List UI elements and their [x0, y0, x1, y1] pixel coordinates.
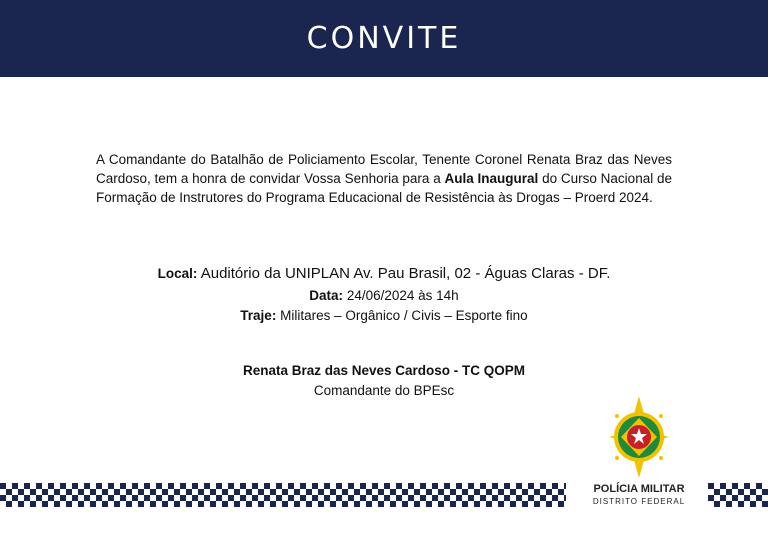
- dress-code-value: Militares – Orgânico / Civis – Esporte fino: [280, 308, 528, 323]
- page-title: CONVITE: [306, 21, 462, 56]
- invitation-text: [96, 150, 672, 207]
- location-value: Auditório da UNIPLAN Av. Pau Brasil, 02 - Águas Claras - DF.: [200, 265, 611, 282]
- invitation-text-start: A Comandante do Batalhão de Policiamento Escolar, Tenente Coronel Renata Braz das Neves Cardoso, tem a honra de convidar Vossa Senhoria para a: [96, 152, 672, 186]
- invitation-text-end: do Curso Nacional de Formação de Instrutores do Programa Educacional de Resistência às Drogas – Proerd 2024.: [96, 171, 673, 205]
- dress-code-label: Traje:: [240, 308, 277, 323]
- event-name: Aula Inaugural: [444, 171, 539, 186]
- signatory-name: Renata Braz das Neves Cardoso - TC QOPM: [242, 363, 526, 378]
- header-banner: [0, 0, 768, 77]
- checkered-band-right: [708, 483, 768, 507]
- location-line: [0, 262, 768, 286]
- pmdf-logo: [586, 394, 692, 510]
- date-value: 24/06/2024 às 14h: [346, 288, 459, 303]
- logo-subtitle: DISTRITO FEDERAL: [592, 497, 686, 506]
- location-label: Local:: [157, 266, 198, 281]
- event-details: [0, 262, 768, 326]
- signatory-role: Comandante do BPEsc: [313, 383, 455, 398]
- date-label: Data:: [309, 288, 344, 303]
- logo-title: POLÍCIA MILITAR: [593, 483, 685, 495]
- pmdf-emblem-icon: [607, 394, 671, 480]
- dress-code-line: [0, 306, 768, 326]
- checkered-band-left: [0, 483, 566, 507]
- date-line: [0, 286, 768, 306]
